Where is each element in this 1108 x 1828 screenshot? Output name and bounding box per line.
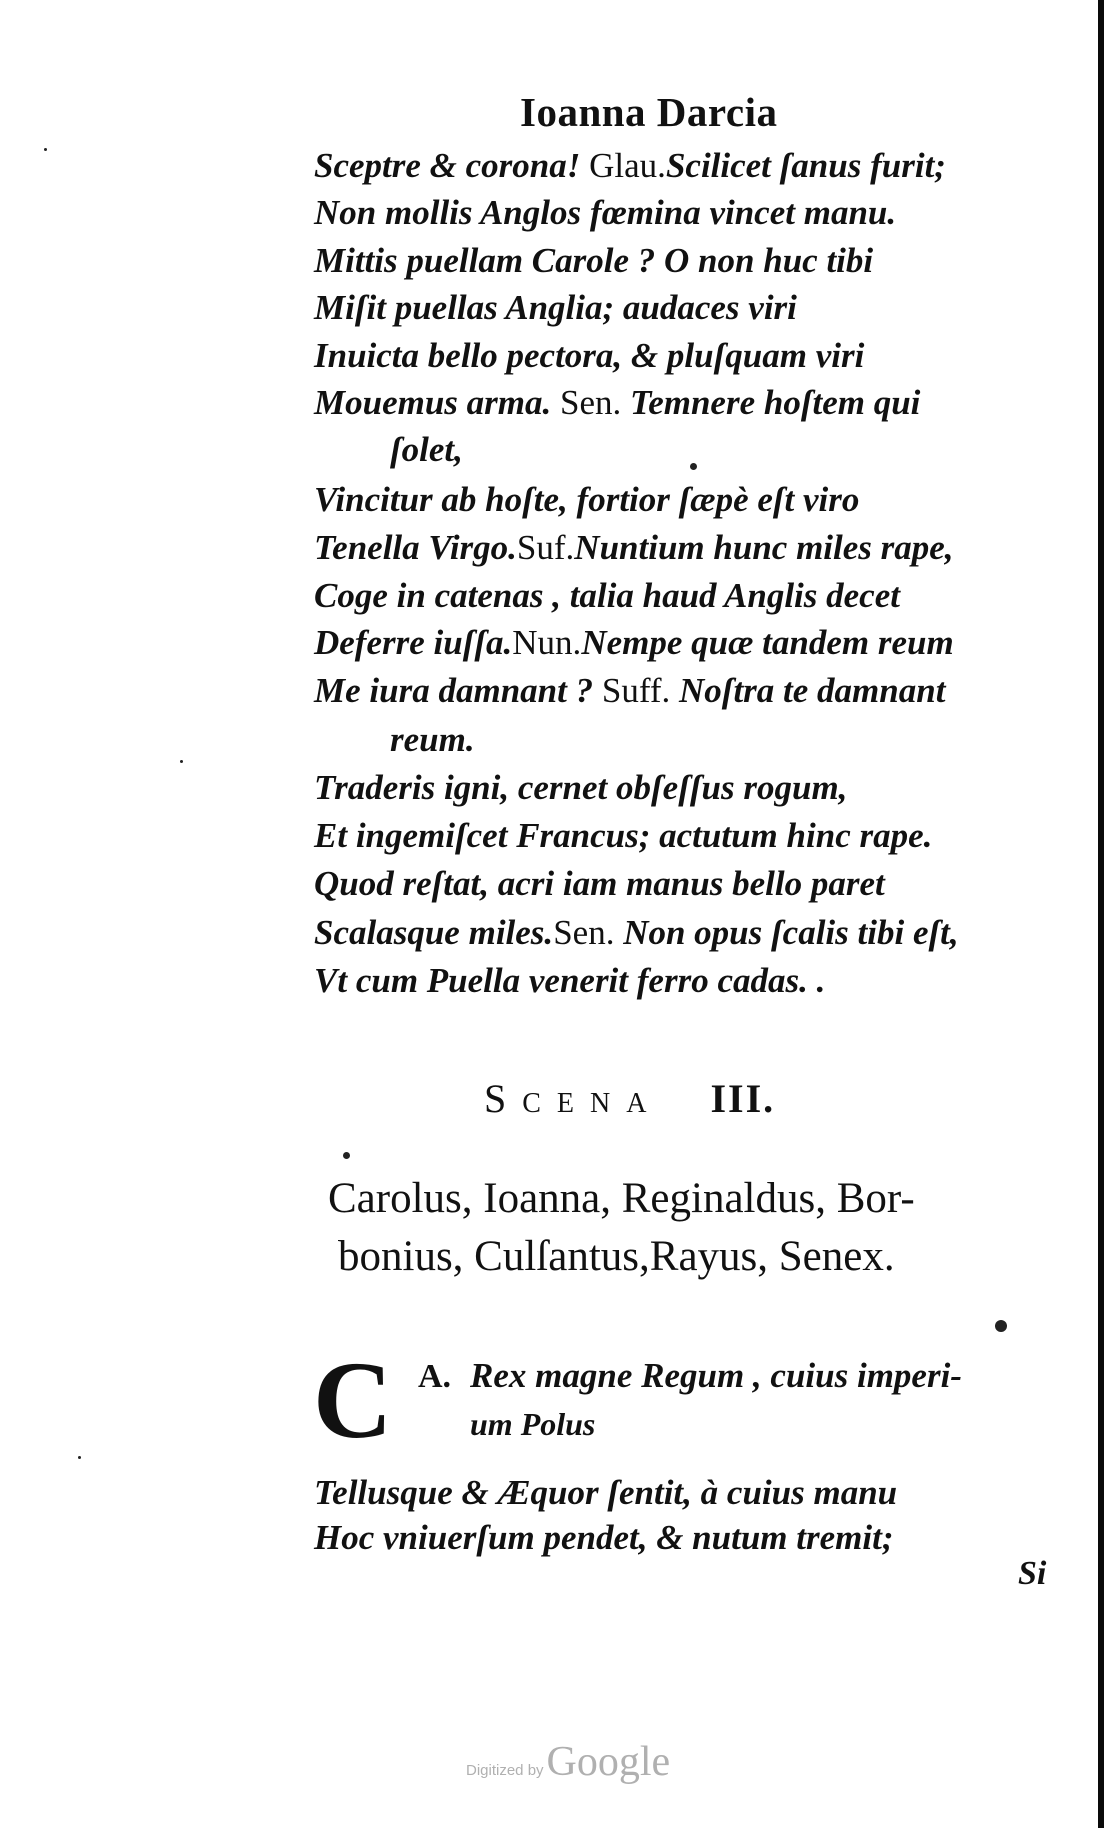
verse-text: Non mollis Anglos fœmina vincet manu. [314, 193, 897, 232]
running-head: Ioanna Darcia [520, 89, 778, 135]
verse-line [314, 673, 945, 708]
verse-text: Tenella Virgo. [314, 528, 517, 567]
verse-text: ſolet, [390, 430, 463, 469]
speech-line-4: Hoc vniuerſum pendet, & nutum tremit; [314, 1518, 894, 1557]
verse-line [314, 482, 859, 517]
speech-line-1: Rex magne Regum , cuius imperi- [470, 1356, 962, 1395]
verse-line [314, 818, 932, 853]
speaker-name: Nun. [512, 623, 582, 662]
verse-line [390, 722, 475, 757]
speaker-abbrev: A. [418, 1358, 452, 1395]
verse-text: Temnere hoſtem qui [621, 383, 921, 422]
verse-text: Mouemus arma. [314, 383, 561, 422]
ink-speck [78, 1456, 81, 1459]
verse-line [314, 290, 797, 325]
ink-speck [343, 1152, 350, 1159]
verse-line [314, 530, 954, 565]
verse-text: Mittis puellam Carole ? O non huc tibi [314, 241, 874, 280]
verse-line [314, 578, 900, 613]
watermark-small: Digitized by [466, 1762, 544, 1779]
verse-text: reum. [390, 720, 475, 759]
verse-line [314, 866, 885, 901]
verse-text: Non opus ſcalis tibi eſt, [614, 913, 959, 952]
speaker-name: Sen. [553, 913, 615, 952]
scene-label: Scena [484, 1076, 663, 1121]
verse-text: Scalasque miles. [314, 913, 554, 952]
verse-text: Sceptre & corona! [314, 146, 590, 185]
verse-line [314, 243, 873, 278]
verse-text: Vt cum Puella venerit ferro cadas. . [314, 961, 826, 1000]
verse-text: Traderis igni, cernet obſeſſus rogum, [314, 768, 848, 807]
speaker-name: Suf. [516, 528, 575, 567]
verse-line [314, 625, 954, 660]
speaker-name: Sen. [560, 383, 622, 422]
verse-text: Inuicta bello pectora, & pluſquam viri [314, 336, 865, 375]
speaker-name: Suff. [601, 671, 671, 710]
ink-speck [690, 463, 697, 470]
verse-text: Deferre iuſſa. [314, 623, 513, 662]
cast-list [328, 1170, 1058, 1286]
scene-heading [484, 1075, 775, 1122]
verse-line [314, 770, 847, 805]
verse-line [314, 195, 896, 230]
watermark-google: Google [546, 1739, 671, 1785]
ink-speck [180, 760, 183, 763]
speech-line-3: Tellusque & Æquor ſentit, à cuius manu [314, 1473, 898, 1512]
cast-line-2: bonius, Culſantus,Rayus, Senex. [338, 1233, 895, 1280]
ink-speck [995, 1320, 1007, 1332]
verse-text: Miſit puellas Anglia; audaces viri [314, 288, 797, 327]
verse-line [314, 915, 959, 950]
digitized-watermark [466, 1738, 670, 1786]
verse-text: Quod reſtat, acri iam manus bello paret [314, 864, 885, 903]
verse-line [314, 148, 946, 183]
ink-speck [44, 148, 47, 151]
verse-text: Et ingemiſcet Francus; actutum hinc rape. [314, 816, 933, 855]
verse-line [314, 385, 920, 420]
verse-text: Me iura damnant ? [314, 671, 602, 710]
verse-text: Scilicet ſanus furit; [665, 146, 946, 185]
verse-text: Nempe quæ tandem reum [581, 623, 954, 662]
verse-line [390, 432, 463, 467]
verse-line [314, 963, 825, 998]
speech-line-2: um Polus [470, 1406, 596, 1442]
verse-text: Nuntium hunc miles rape, [574, 528, 954, 567]
speaker-name: Glau. [589, 146, 666, 185]
verse-text: Vincitur ab hoſte, fortior ſæpè eſt viro [314, 480, 860, 519]
cast-line-1: Carolus, Ioanna, Reginaldus, Bor- [328, 1175, 915, 1222]
verse-text: Noſtra te damnant [670, 671, 946, 710]
page-binding-edge [1098, 0, 1104, 1828]
scene-number: III. [710, 1076, 776, 1121]
catchword: Si [1018, 1555, 1047, 1592]
verse-text: Coge in catenas , talia haud Anglis decet [314, 576, 900, 615]
verse-line [314, 338, 864, 373]
drop-cap: C [313, 1339, 393, 1461]
